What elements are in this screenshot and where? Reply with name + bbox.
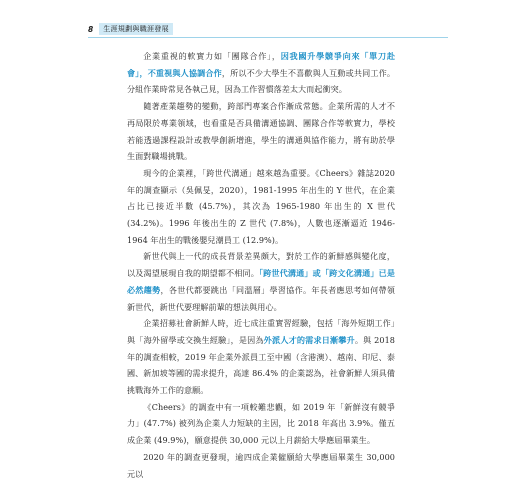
paragraph (127, 399, 395, 449)
body-text (127, 48, 395, 482)
body-text-run: 新世代與上一代的成長背景差異頗大，對於工作的新鮮感與變化度，以及渴望展現自我的期望都不相同。 (127, 251, 395, 279)
body-text-run: 。與 2018 年的調查相較，2019 年企業外派員工至中國（含港澳）、越南、印尼、泰國、新加坡等國的需求提升，高達 86.4% 的企業認為，社會新鮮人須具備挑戰海外工作的意願。 (127, 334, 395, 396)
body-text-run: 企業招募社會新鮮人時，近七成注重實習經驗，包括「海外短期工作」與「海外留學或交換生經驗」，是因為 (127, 318, 395, 345)
paragraph (127, 315, 395, 399)
body-text-run: 企業重視的軟實力如「團隊合作」， (143, 51, 281, 61)
body-text-run: 現今的企業裡，「跨世代溝通」越來越為重要。《Cheers》雜誌2020 年的調查顯示（吳佩旻，2020），1981-1995 年出生的 Y 世代，在企業占比已接近半數 (45.7%)，其次為 1965-1980 年出生的 X 世代 (34.2%)。1996 年後出生的 Z 世代 (7.8%)，人數也逐漸逼近 1946-1964 年出生的戰後嬰兒潮員工 (12.9%)。 (127, 167, 395, 245)
page-number: 8 (88, 24, 94, 34)
running-header (88, 22, 448, 36)
body-text-run: 2020 年的調查更發現，逾四成企業僱願給大學應屆畢業生 30,000 元以 (127, 451, 395, 479)
body-text-run: 隨著產業趨勢的變動，跨部門專案合作漸成常態。企業所需的人才不再局限於專業領域，也看重是否具備溝通協調、團隊合作等軟實力，學校若能透過課程設計或教學創新增進，學生的溝通與協作能力，將有助於學生面對職場挑戰。 (127, 101, 395, 162)
body-text-run: ，各世代都要跳出「同溫層」學習協作。年長者應思考如何帶領新世代，新世代要理解前輩的想法與用心。 (127, 284, 395, 312)
highlighted-text: 因我國升學競爭向來「單刀赴會」，不重視與人協調合作 (127, 51, 395, 78)
paragraph (127, 48, 395, 98)
book-title: 生涯規劃與職涯發展 (99, 23, 173, 35)
body-text-run: ，所以不少大學生不喜歡與人互動或共同工作。分組作業時常見各執己見，因為工作習慣落差太大而起衝突。 (127, 67, 395, 95)
highlighted-text: 「跨世代溝通」或「跨文化溝通」已是必然趨勢 (127, 268, 395, 295)
paragraph (127, 248, 395, 315)
body-text-run: 《Cheers》的調查中有一項較難悲觀，如 2019 年「新鮮沒有競爭力」(47.7%) 被列為企業人力短缺的主因，比 2018 年高出 3.9%。僅五成企業 (49.9%)，願意提供 30,000 元以上月薪給大學應屆畢業生。 (127, 401, 395, 446)
paragraph (127, 449, 395, 482)
paragraph (127, 98, 395, 165)
highlighted-text: 外派人才的需求日漸攀升 (263, 334, 355, 345)
paragraph (127, 165, 395, 249)
header-rule (88, 37, 448, 38)
